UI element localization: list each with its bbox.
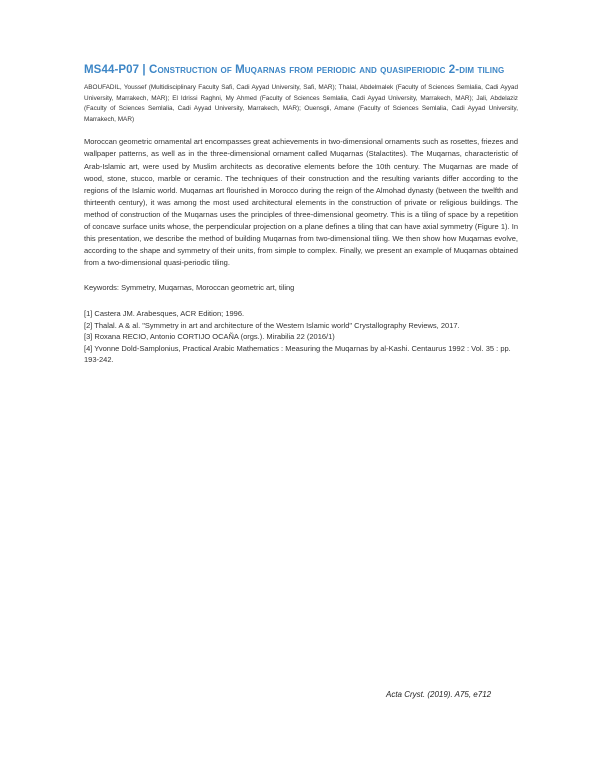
session-code: MS44-P07 | <box>84 64 146 76</box>
reference-item: [4] Yvonne Dold-Samplonius, Practical Arabic Mathematics : Measuring the Muqarnas by al-Kashi. Centaurus 1992 : Vol. 35 : pp. 193-242. <box>84 343 511 365</box>
reference-item: [3] Roxana RECIO, Antonio CORTIJO OCAÑA (orgs.). Mirabilia 22 (2016/1) <box>84 332 335 342</box>
reference-item: [1] Castera JM. Arabesques, ACR Edition; 1996. <box>84 309 245 319</box>
reference-item: [2] Thalal. A & al. "Symmetry in art and architecture of the Western Islamic world" Crystallography Reviews, 2017. <box>84 320 460 330</box>
title-text: Construction of Muqarnas from periodic and quasiperiodic 2-dim tiling <box>149 64 505 76</box>
authors-affiliations: ABOUFADIL, Youssef (Multidisciplinary Faculty Safi, Cadi Ayyad University, Safi, MAR); Thalal, Abdelmalek (Faculty of Sciences Semlalia, Cadi Ayyad University, Marrakech, MAR); El Idrissi Raghni, My Ahmed (Faculty of Sciences Semlalia, Cadi Ayyad University, Marrakech, MAR); Jali, Abdelaziz (Faculty of Sciences Semlalia, Cadi Ayyad University, Marrakech, MAR); Ouensgli, Amane (Faculty of Sciences Semlalia, Cadi Ayyad University, Marrakech, MAR) <box>84 84 518 123</box>
paper-title <box>84 60 518 80</box>
journal-citation-footer: Acta Cryst. (2019). A75, e712 <box>386 690 492 699</box>
abstract-text: Moroccan geometric ornamental art encompasses great achievements in two-dimensional ornaments such as rosettes, friezes and wallpaper patterns, as well as in the three-dimensional ornament called Muqarnas (Stalactites). The Muqarnas, characteristic of Arab-Islamic art, were used by Muslim architects as decorative elements before the 10th century. The Muqarnas are made of wood, stone, stucco, marble or ceramic. The techniques of their construction and the resulting variants differ according to the regions of the Islamic world. Muqarnas art flourished in Morocco during the reign of the Almohad dynasty (between the twelfth and thirteenth century), it was among the most used architectural elements in the construction of private or religious buildings. The method of construction of the Muqarnas uses the principles of three-dimensional geometry. This is a tiling of space by a repetition of concave surface units whose, the perpendicular projection on a plane defines a tiling that can have axial symmetry (Figure 1). In this presentation, we describe the method of building Muqarnas from two-dimensional tiling. We then show how Muqarnas evolve, according to the shape and symmetry of their units, from simple to complex. Finally, we present an example of Muqarnas obtained from a two-dimensional quasi-periodic tiling. <box>84 137 518 268</box>
references-list <box>84 308 518 365</box>
keywords-line: Keywords: Symmetry, Muqarnas, Moroccan geometric art, tiling <box>84 283 295 293</box>
paper-page <box>84 60 518 365</box>
